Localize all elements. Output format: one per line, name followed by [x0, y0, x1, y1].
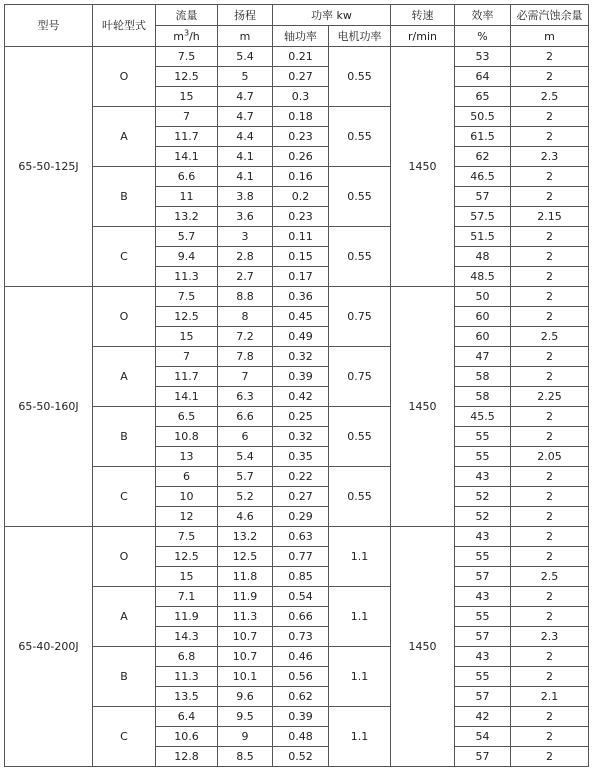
efficiency-cell: 61.5 [455, 127, 511, 147]
npsh-cell: 2 [511, 747, 589, 767]
flow-cell: 6.8 [156, 647, 218, 667]
npsh-cell: 2.25 [511, 387, 589, 407]
impeller-type-cell: A [93, 347, 156, 407]
shaft-power-cell: 0.26 [273, 147, 329, 167]
efficiency-cell: 58 [455, 367, 511, 387]
efficiency-cell: 42 [455, 707, 511, 727]
shaft-power-cell: 0.54 [273, 587, 329, 607]
npsh-cell: 2 [511, 427, 589, 447]
flow-cell: 14.1 [156, 147, 218, 167]
flow-cell: 15 [156, 567, 218, 587]
head-cell: 5.4 [218, 47, 273, 67]
shaft-power-cell: 0.25 [273, 407, 329, 427]
head-cell: 10.1 [218, 667, 273, 687]
npsh-cell: 2 [511, 587, 589, 607]
npsh-cell: 2 [511, 407, 589, 427]
model-name-cell: 65-50-125J [5, 47, 93, 287]
efficiency-cell: 47 [455, 347, 511, 367]
npsh-cell: 2 [511, 47, 589, 67]
efficiency-cell: 57 [455, 187, 511, 207]
shaft-power-cell: 0.23 [273, 207, 329, 227]
shaft-power-cell: 0.11 [273, 227, 329, 247]
impeller-type-cell: A [93, 107, 156, 167]
flow-cell: 10 [156, 487, 218, 507]
npsh-cell: 2 [511, 127, 589, 147]
npsh-cell: 2 [511, 647, 589, 667]
head-cell: 11.3 [218, 607, 273, 627]
shaft-power-cell: 0.49 [273, 327, 329, 347]
npsh-cell: 2.05 [511, 447, 589, 467]
speed-cell: 1450 [391, 47, 455, 287]
shaft-power-cell: 0.77 [273, 547, 329, 567]
flow-cell: 6.5 [156, 407, 218, 427]
head-cell: 8.5 [218, 747, 273, 767]
efficiency-cell: 55 [455, 607, 511, 627]
flow-cell: 9.4 [156, 247, 218, 267]
efficiency-cell: 55 [455, 427, 511, 447]
motor-power-cell: 0.55 [329, 107, 391, 167]
speed-cell: 1450 [391, 527, 455, 767]
table-row [5, 347, 589, 367]
npsh-cell: 2 [511, 507, 589, 527]
header-head: 扬程 [218, 5, 273, 26]
motor-power-cell: 0.55 [329, 47, 391, 107]
npsh-cell: 2.5 [511, 327, 589, 347]
efficiency-cell: 58 [455, 387, 511, 407]
shaft-power-cell: 0.36 [273, 287, 329, 307]
npsh-cell: 2 [511, 107, 589, 127]
efficiency-cell: 52 [455, 487, 511, 507]
shaft-power-cell: 0.52 [273, 747, 329, 767]
flow-cell: 15 [156, 87, 218, 107]
motor-power-cell: 0.55 [329, 467, 391, 527]
impeller-type-cell: C [93, 707, 156, 767]
efficiency-cell: 46.5 [455, 167, 511, 187]
table-row [5, 47, 589, 67]
efficiency-cell: 54 [455, 727, 511, 747]
table-row [5, 287, 589, 307]
flow-cell: 12.8 [156, 747, 218, 767]
flow-cell: 7.5 [156, 287, 218, 307]
npsh-cell: 2.1 [511, 687, 589, 707]
motor-power-cell: 1.1 [329, 707, 391, 767]
npsh-cell: 2 [511, 607, 589, 627]
flow-cell: 7.1 [156, 587, 218, 607]
motor-power-cell: 1.1 [329, 587, 391, 647]
header-npsh: 必需汽蚀余量 [511, 5, 589, 26]
head-cell: 8.8 [218, 287, 273, 307]
impeller-type-cell: O [93, 287, 156, 347]
header-npsh-unit: m [511, 26, 589, 47]
head-cell: 13.2 [218, 527, 273, 547]
header-flow-unit [156, 26, 218, 47]
impeller-type-cell: C [93, 227, 156, 287]
flow-cell: 7 [156, 107, 218, 127]
shaft-power-cell: 0.23 [273, 127, 329, 147]
shaft-power-cell: 0.32 [273, 347, 329, 367]
flow-cell: 11.3 [156, 267, 218, 287]
efficiency-cell: 60 [455, 327, 511, 347]
header-power: 功率 kw [273, 5, 391, 26]
speed-cell: 1450 [391, 287, 455, 527]
flow-cell: 7 [156, 347, 218, 367]
header-speed-unit: r/min [391, 26, 455, 47]
efficiency-cell: 53 [455, 47, 511, 67]
flow-unit-superscript: 3 [183, 27, 190, 37]
head-cell: 3.8 [218, 187, 273, 207]
efficiency-cell: 60 [455, 307, 511, 327]
shaft-power-cell: 0.22 [273, 467, 329, 487]
head-cell: 6.3 [218, 387, 273, 407]
head-cell: 3.6 [218, 207, 273, 227]
flow-cell: 12 [156, 507, 218, 527]
flow-cell: 7.5 [156, 47, 218, 67]
npsh-cell: 2 [511, 547, 589, 567]
flow-cell: 13.5 [156, 687, 218, 707]
header-speed: 转速 [391, 5, 455, 26]
npsh-cell: 2 [511, 367, 589, 387]
shaft-power-cell: 0.73 [273, 627, 329, 647]
table-row [5, 587, 589, 607]
header-motor-power: 电机功率 [329, 26, 391, 47]
motor-power-cell: 0.55 [329, 167, 391, 227]
efficiency-cell: 50 [455, 287, 511, 307]
npsh-cell: 2 [511, 247, 589, 267]
head-cell: 11.9 [218, 587, 273, 607]
shaft-power-cell: 0.18 [273, 107, 329, 127]
flow-cell: 14.1 [156, 387, 218, 407]
shaft-power-cell: 0.21 [273, 47, 329, 67]
efficiency-cell: 48.5 [455, 267, 511, 287]
flow-unit-suffix: /h [189, 29, 200, 43]
model-name-cell: 65-50-160J [5, 287, 93, 527]
head-cell: 9 [218, 727, 273, 747]
flow-cell: 10.6 [156, 727, 218, 747]
npsh-cell: 2 [511, 267, 589, 287]
pump-performance-table [4, 4, 589, 767]
head-cell: 2.7 [218, 267, 273, 287]
shaft-power-cell: 0.15 [273, 247, 329, 267]
npsh-cell: 2 [511, 487, 589, 507]
flow-cell: 10.8 [156, 427, 218, 447]
efficiency-cell: 57 [455, 747, 511, 767]
shaft-power-cell: 0.48 [273, 727, 329, 747]
head-cell: 4.1 [218, 147, 273, 167]
npsh-cell: 2.5 [511, 567, 589, 587]
header-head-unit: m [218, 26, 273, 47]
flow-cell: 5.7 [156, 227, 218, 247]
head-cell: 4.4 [218, 127, 273, 147]
flow-cell: 7.5 [156, 527, 218, 547]
impeller-type-cell: O [93, 47, 156, 107]
head-cell: 7.8 [218, 347, 273, 367]
table-row [5, 167, 589, 187]
head-cell: 5 [218, 67, 273, 87]
npsh-cell: 2 [511, 527, 589, 547]
flow-cell: 11.7 [156, 367, 218, 387]
table-row [5, 107, 589, 127]
npsh-cell: 2.15 [511, 207, 589, 227]
shaft-power-cell: 0.56 [273, 667, 329, 687]
efficiency-cell: 57 [455, 627, 511, 647]
shaft-power-cell: 0.17 [273, 267, 329, 287]
head-cell: 5.2 [218, 487, 273, 507]
shaft-power-cell: 0.29 [273, 507, 329, 527]
head-cell: 6 [218, 427, 273, 447]
npsh-cell: 2.3 [511, 627, 589, 647]
motor-power-cell: 0.75 [329, 347, 391, 407]
header-row-1 [5, 5, 589, 26]
efficiency-cell: 57 [455, 567, 511, 587]
efficiency-cell: 43 [455, 647, 511, 667]
flow-cell: 12.5 [156, 547, 218, 567]
shaft-power-cell: 0.63 [273, 527, 329, 547]
npsh-cell: 2 [511, 347, 589, 367]
header-flow: 流量 [156, 5, 218, 26]
motor-power-cell: 1.1 [329, 527, 391, 587]
npsh-cell: 2 [511, 727, 589, 747]
efficiency-cell: 52 [455, 507, 511, 527]
head-cell: 10.7 [218, 627, 273, 647]
table-row [5, 647, 589, 667]
table-row [5, 527, 589, 547]
header-model: 型号 [5, 5, 93, 47]
shaft-power-cell: 0.66 [273, 607, 329, 627]
npsh-cell: 2.5 [511, 87, 589, 107]
efficiency-cell: 43 [455, 587, 511, 607]
npsh-cell: 2 [511, 227, 589, 247]
head-cell: 9.6 [218, 687, 273, 707]
head-cell: 8 [218, 307, 273, 327]
header-shaft-power: 轴功率 [273, 26, 329, 47]
flow-cell: 13 [156, 447, 218, 467]
flow-cell: 11 [156, 187, 218, 207]
shaft-power-cell: 0.16 [273, 167, 329, 187]
shaft-power-cell: 0.32 [273, 427, 329, 447]
flow-unit-prefix: m [173, 29, 184, 43]
shaft-power-cell: 0.46 [273, 647, 329, 667]
flow-cell: 6 [156, 467, 218, 487]
head-cell: 5.7 [218, 467, 273, 487]
npsh-cell: 2.3 [511, 147, 589, 167]
table-row [5, 707, 589, 727]
head-cell: 11.8 [218, 567, 273, 587]
head-cell: 2.8 [218, 247, 273, 267]
head-cell: 10.7 [218, 647, 273, 667]
head-cell: 7 [218, 367, 273, 387]
motor-power-cell: 0.55 [329, 227, 391, 287]
efficiency-cell: 45.5 [455, 407, 511, 427]
efficiency-cell: 55 [455, 547, 511, 567]
head-cell: 3 [218, 227, 273, 247]
efficiency-cell: 51.5 [455, 227, 511, 247]
head-cell: 9.5 [218, 707, 273, 727]
flow-cell: 14.3 [156, 627, 218, 647]
efficiency-cell: 55 [455, 667, 511, 687]
efficiency-cell: 64 [455, 67, 511, 87]
shaft-power-cell: 0.62 [273, 687, 329, 707]
efficiency-cell: 48 [455, 247, 511, 267]
flow-cell: 15 [156, 327, 218, 347]
shaft-power-cell: 0.3 [273, 87, 329, 107]
header-efficiency-unit: % [455, 26, 511, 47]
motor-power-cell: 1.1 [329, 647, 391, 707]
impeller-type-cell: O [93, 527, 156, 587]
head-cell: 12.5 [218, 547, 273, 567]
flow-cell: 11.7 [156, 127, 218, 147]
shaft-power-cell: 0.27 [273, 487, 329, 507]
motor-power-cell: 0.55 [329, 407, 391, 467]
shaft-power-cell: 0.27 [273, 67, 329, 87]
efficiency-cell: 55 [455, 447, 511, 467]
npsh-cell: 2 [511, 307, 589, 327]
shaft-power-cell: 0.42 [273, 387, 329, 407]
impeller-type-cell: C [93, 467, 156, 527]
efficiency-cell: 43 [455, 467, 511, 487]
shaft-power-cell: 0.45 [273, 307, 329, 327]
shaft-power-cell: 0.35 [273, 447, 329, 467]
flow-cell: 6.4 [156, 707, 218, 727]
model-name-cell: 65-40-200J [5, 527, 93, 767]
shaft-power-cell: 0.2 [273, 187, 329, 207]
table-row [5, 467, 589, 487]
shaft-power-cell: 0.85 [273, 567, 329, 587]
efficiency-cell: 50.5 [455, 107, 511, 127]
table-row [5, 407, 589, 427]
table-row [5, 227, 589, 247]
flow-cell: 6.6 [156, 167, 218, 187]
flow-cell: 13.2 [156, 207, 218, 227]
head-cell: 4.7 [218, 107, 273, 127]
header-efficiency: 效率 [455, 5, 511, 26]
npsh-cell: 2 [511, 287, 589, 307]
header-impeller-type: 叶轮型式 [93, 5, 156, 47]
flow-cell: 12.5 [156, 67, 218, 87]
efficiency-cell: 57.5 [455, 207, 511, 227]
npsh-cell: 2 [511, 187, 589, 207]
npsh-cell: 2 [511, 667, 589, 687]
table-body [5, 47, 589, 767]
head-cell: 7.2 [218, 327, 273, 347]
head-cell: 4.7 [218, 87, 273, 107]
head-cell: 5.4 [218, 447, 273, 467]
head-cell: 4.1 [218, 167, 273, 187]
flow-cell: 12.5 [156, 307, 218, 327]
efficiency-cell: 43 [455, 527, 511, 547]
flow-cell: 11.3 [156, 667, 218, 687]
impeller-type-cell: A [93, 587, 156, 647]
head-cell: 4.6 [218, 507, 273, 527]
npsh-cell: 2 [511, 67, 589, 87]
shaft-power-cell: 0.39 [273, 707, 329, 727]
efficiency-cell: 62 [455, 147, 511, 167]
flow-cell: 11.9 [156, 607, 218, 627]
efficiency-cell: 65 [455, 87, 511, 107]
impeller-type-cell: B [93, 407, 156, 467]
shaft-power-cell: 0.39 [273, 367, 329, 387]
npsh-cell: 2 [511, 167, 589, 187]
head-cell: 6.6 [218, 407, 273, 427]
npsh-cell: 2 [511, 707, 589, 727]
motor-power-cell: 0.75 [329, 287, 391, 347]
npsh-cell: 2 [511, 467, 589, 487]
efficiency-cell: 57 [455, 687, 511, 707]
impeller-type-cell: B [93, 167, 156, 227]
impeller-type-cell: B [93, 647, 156, 707]
